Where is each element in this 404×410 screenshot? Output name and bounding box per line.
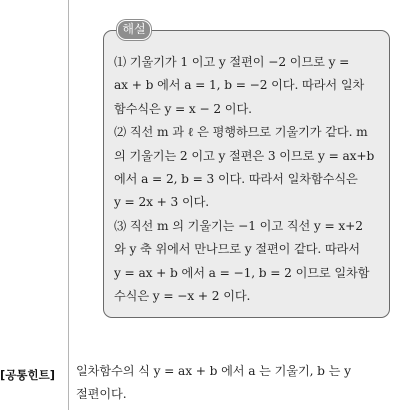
- margin-rule: [68, 0, 69, 410]
- hint-line: 일차함수의 식 y = ax + b 에서 a 는 기울기, b 는 y: [76, 364, 351, 378]
- solution-line: 함수식은 y = x − 2 이다.: [114, 101, 252, 116]
- solution-line: ⑴ 기울기가 1 이고 y 절편이 −2 이므로 y =: [114, 55, 350, 69]
- solution-line: y = ax + b 에서 a = −1, b = 2 이므로 일차함: [114, 265, 370, 280]
- solution-tab: 해설: [117, 20, 151, 40]
- solution-line: ax + b 에서 a = 1, b = −2 이다. 따라서 일차: [114, 78, 365, 93]
- solution-line: y = 2x + 3 이다.: [114, 195, 210, 210]
- solution-line: ⑶ 직선 m 의 기울기는 −1 이고 직선 y = x+2: [114, 218, 363, 233]
- solution-text: [114, 51, 390, 308]
- solution-line: 와 y 축 위에서 만나므로 y 절편이 같다. 따라서: [114, 242, 360, 257]
- hint-line: 절편이다.: [76, 387, 127, 401]
- solution-line: 수식은 y = −x + 2 이다.: [114, 288, 251, 303]
- solution-line: 의 기울기는 2 이고 y 절편은 3 이므로 y = ax+b: [114, 148, 375, 163]
- hint-label: [공통힌트]: [0, 368, 55, 382]
- solution-line: 에서 a = 2, b = 3 이다. 따라서 일차함수식은: [114, 171, 358, 186]
- hint-text: [76, 360, 398, 406]
- solution-line: ⑵ 직선 m 과 ℓ 은 평행하므로 기울기가 같다. m: [114, 125, 368, 140]
